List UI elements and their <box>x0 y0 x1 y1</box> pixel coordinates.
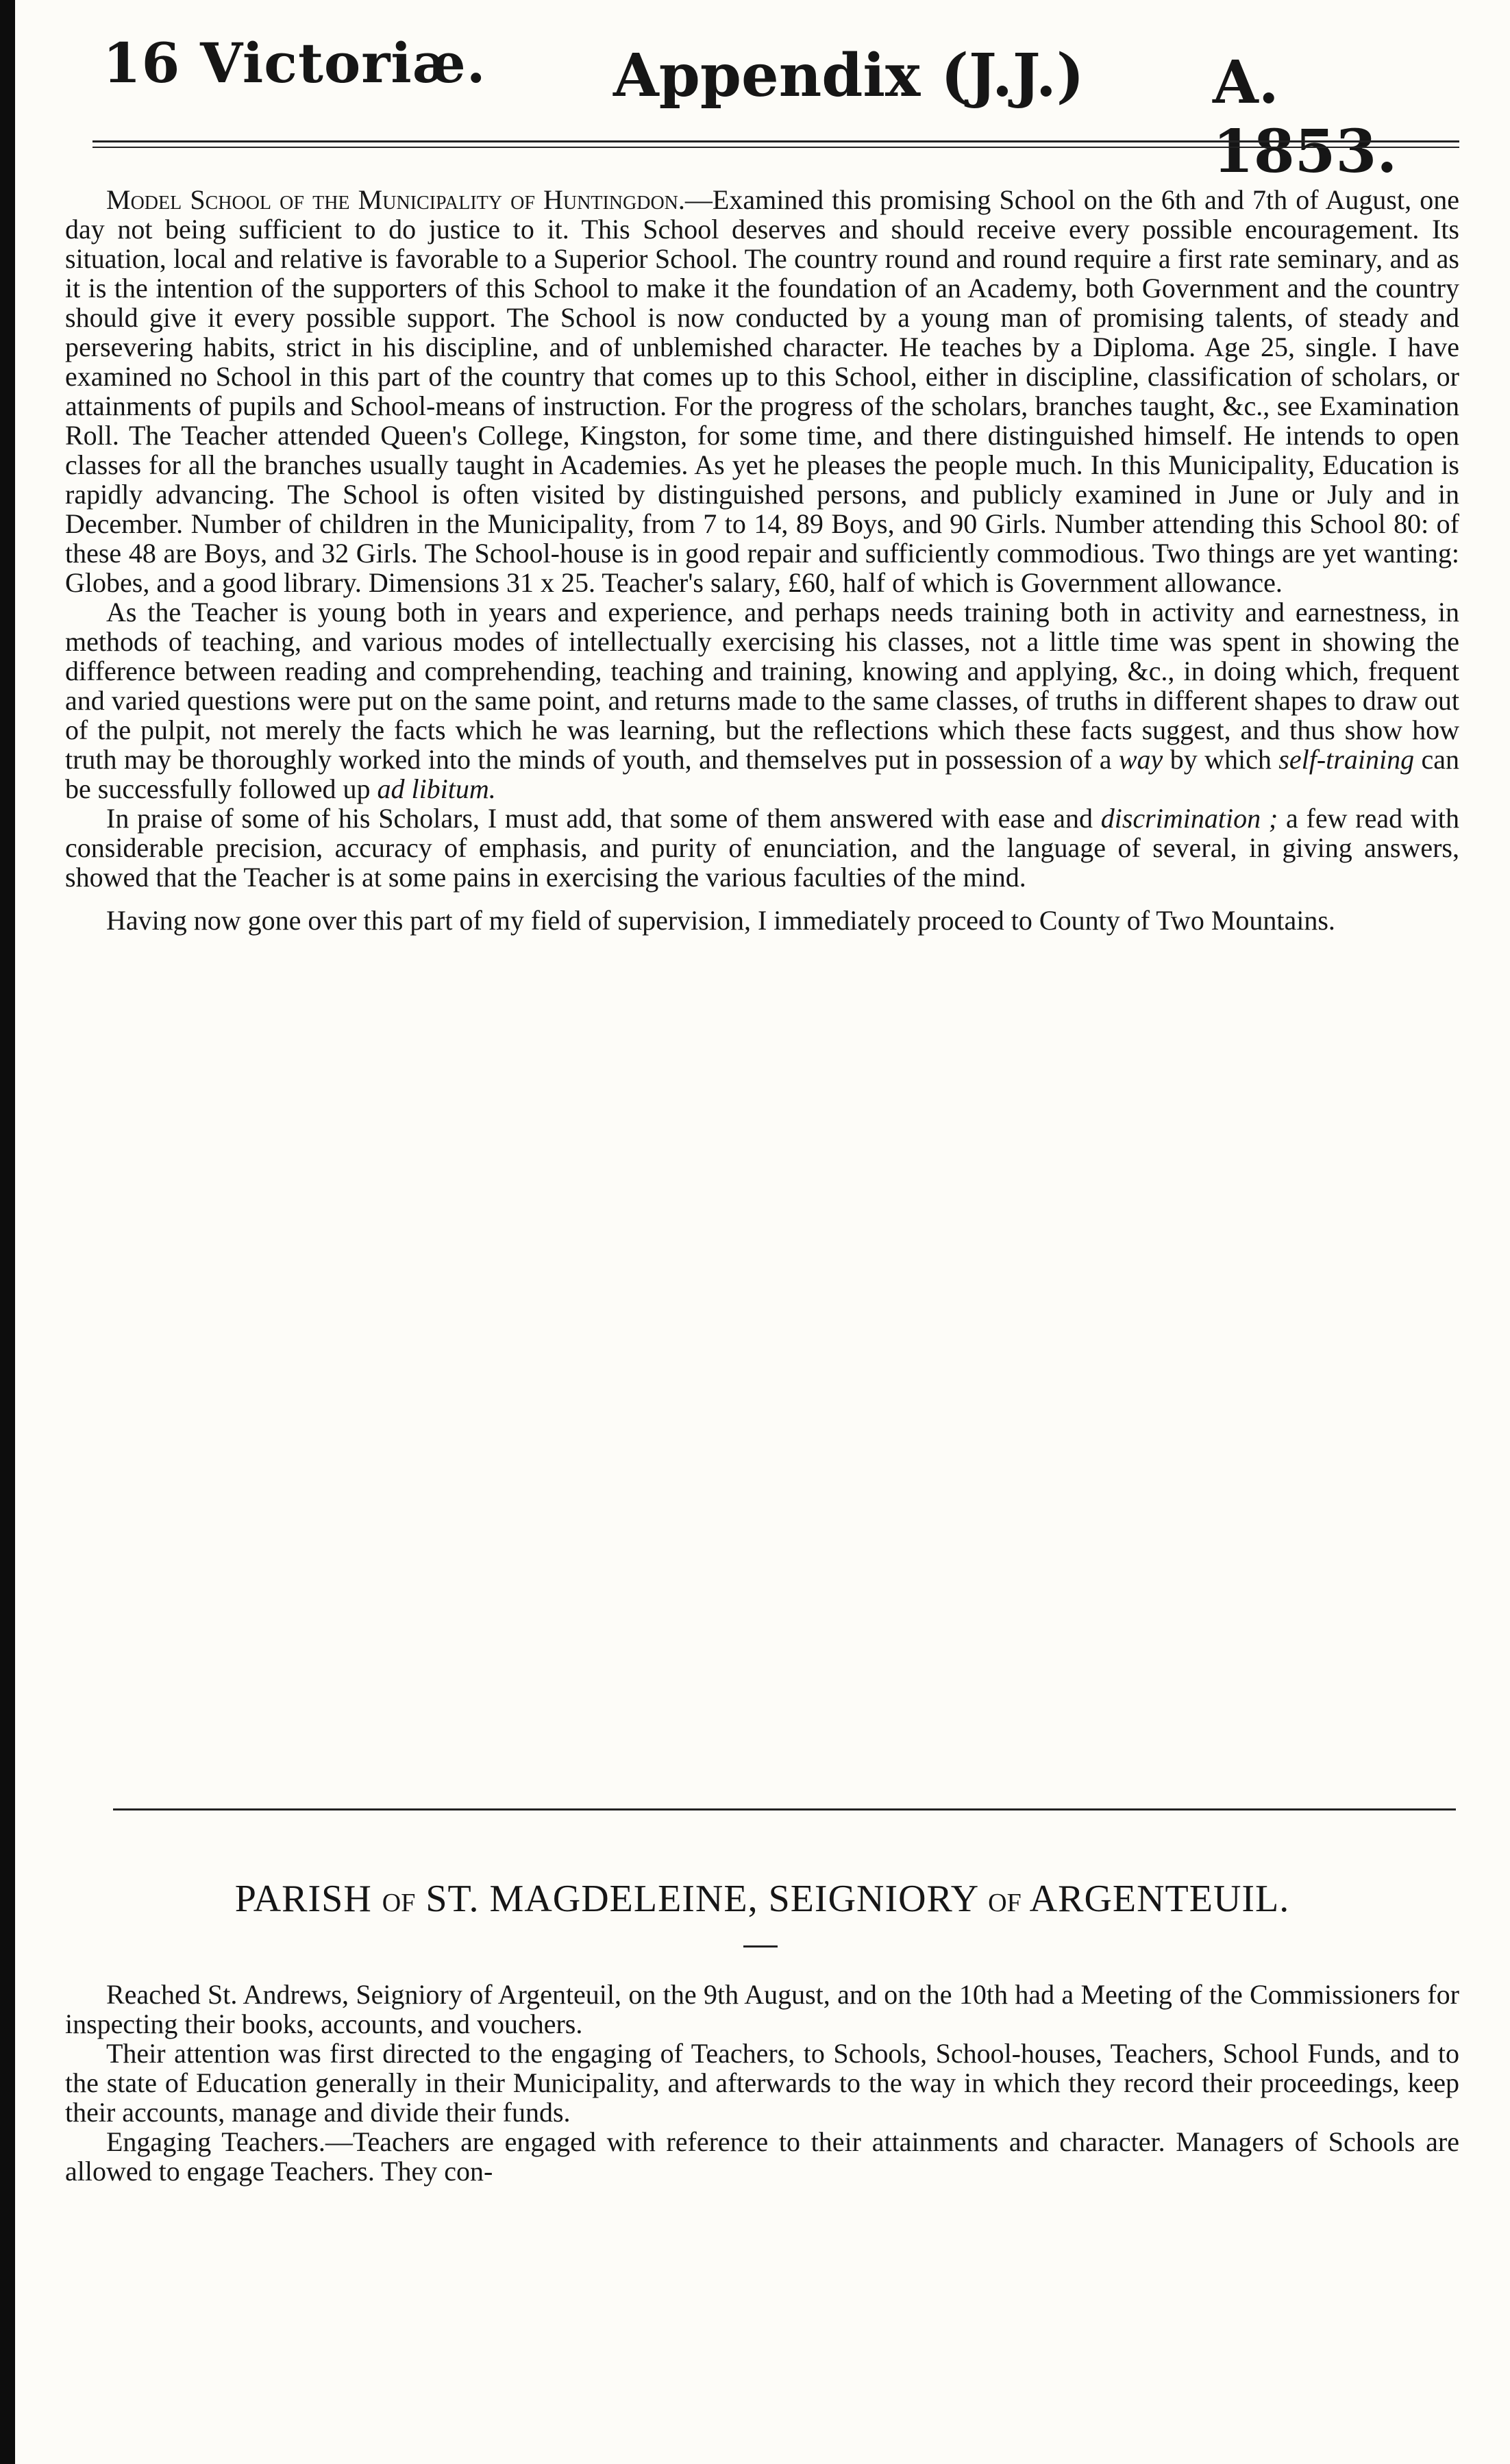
paragraph: Engaging Teachers.—Teachers are engaged with reference to their attainments and character. Managers of Schools are allowed to engage Teachers. They con- <box>65 2126 1459 2187</box>
header-appendix: Appendix (J.J.) <box>613 41 1085 110</box>
page-edge-bar <box>0 0 15 2464</box>
heading-dash <box>743 1945 778 1947</box>
header-rule <box>92 140 1459 148</box>
paragraph: As the Teacher is young both in years and experience, and perhaps needs training both in activity and earnestness, in methods of teaching, and various modes of intellectually exercising his classes, not a little time was spent in showing the difference between reading and comprehending, teaching and training, knowing and applying, &c., in doing which, frequent and varied questions were put on the same point, and returns made to the same classes, of truths in different shapes to draw out of the pulpit, not merely the facts which he was learning, but the reflections which these facts suggest, and thus show how truth may be thoroughly worked into the minds of youth, and themselves put in possession of a way by which self-training can be successfully followed up ad libitum. <box>65 597 1459 804</box>
paragraph: Their attention was first directed to the engaging of Teachers, to Schools, School-houses, Teachers, School Funds, and to the state of Education generally in their Municipality, and afterwards to the way in which they record their proceedings, keep their accounts, manage and divide their funds. <box>65 2038 1459 2128</box>
running-header <box>65 21 1459 186</box>
page <box>65 21 1459 2187</box>
paragraph: Model School of the Municipality of Huntingdon.—Examined this promising School on the 6th and 7th of August, one day not being sufficient to do justice to it. This School deserves and should receive every possible encouragement. Its situation, local and relative is favorable to a Superior School. The country round and round require a first rate seminary, and as it is the intention of the supporters of this School to make it the foundation of an Academy, both Government and the country should give it every possible support. The School is now conducted by a young man of promising talents, of steady and persevering habits, strict in his discipline, and of unblemished character. He teaches by a Diploma. Age 25, single. I have examined no School in this part of the country that comes up to this School, either in discipline, classification of scholars, or attainments of pupils and School-means of instruction. For the progress of the scholars, branches taught, &c., see Examination Roll. The Teacher attended Queen's College, Kingston, for some time, and there distinguished himself. He intends to open classes for all the branches usually taught in Academies. As yet he pleases the people much. In this Municipality, Education is rapidly advancing. The School is often visited by distinguished persons, and publicly examined in June or July and in December. Number of children in the Municipality, from 7 to 14, 89 Boys, and 90 Girls. Number attending this School 80: of these 48 are Boys, and 32 Girls. The School-house is in good repair and sufficiently commodious. Two things are yet wanting: Globes, and a good library. Dimensions 31 x 25. Teacher's salary, £60, half of which is Government allowance. <box>65 184 1459 598</box>
section-divider <box>113 1808 1456 1810</box>
model-school-section <box>65 185 1459 935</box>
parish-section <box>65 1980 1459 2186</box>
header-year: A. 1853. <box>1213 48 1398 186</box>
paragraph: Having now gone over this part of my field of supervision, I immediately proceed to County of Two Mountains. <box>106 905 1335 936</box>
paragraph: In praise of some of his Scholars, I must add, that some of them answered with ease and discrimination ; a few read with considerable precision, accuracy of emphasis, and purity of enunciation, and the language of several, in giving answers, showed that the Teacher is at some pains in exercising the various faculties of the mind. <box>65 803 1459 893</box>
paragraph: Reached St. Andrews, Seigniory of Argenteuil, on the 9th August, and on the 10th had a Meeting of the Commissioners for inspecting their books, accounts, and vouchers. <box>65 1979 1459 2039</box>
header-regnal-year: 16 Victoriæ. <box>103 31 486 95</box>
paragraph-lead: Model School of the Municipality of Huntingdon. <box>106 184 685 215</box>
section-heading: PARISH OF ST. MAGDELEINE, SEIGNIORY OF ARGENTEUIL. <box>234 1878 1290 1920</box>
